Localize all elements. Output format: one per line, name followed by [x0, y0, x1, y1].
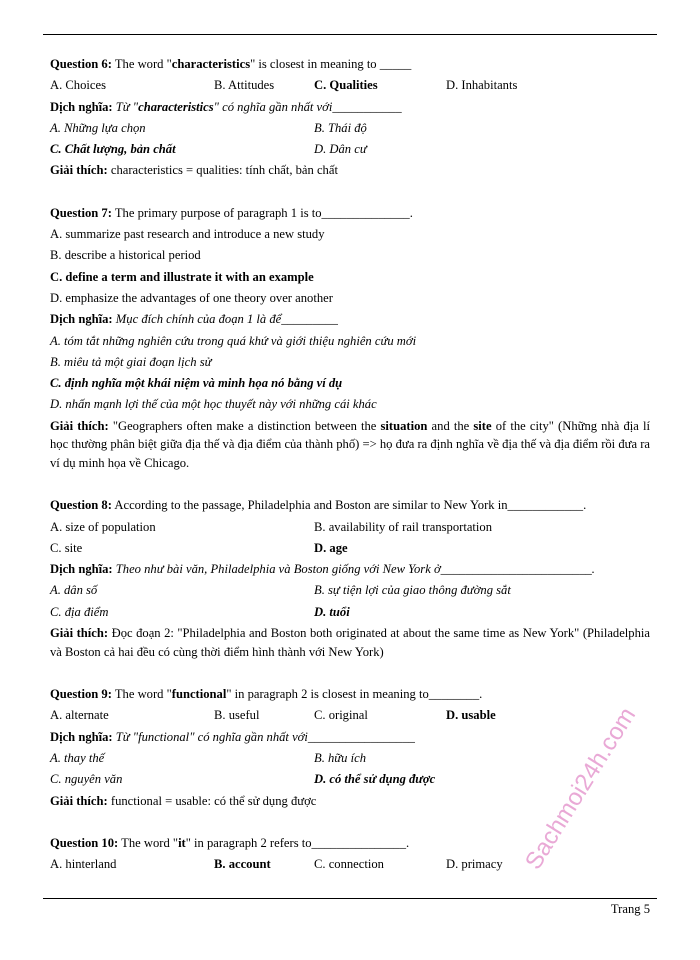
options-row: [50, 538, 650, 559]
question-text: " is closest in meaning to _____: [250, 57, 412, 71]
translated-option-c-answer: C. định nghĩa một khái niệm và minh họa nó bằng ví dụ: [50, 376, 343, 391]
option-c-answer: C. Qualities: [314, 78, 378, 93]
translated-option-a: A. dân số: [50, 583, 98, 598]
translated-option-b: B. sự tiện lợi của giao thông đường sắt: [314, 583, 511, 598]
translated-option-d-answer: D. tuổi: [314, 604, 350, 619]
translated-option-c: C. nguyên văn: [50, 772, 123, 787]
translation-line: [50, 97, 650, 118]
translation-text: Từ ": [112, 99, 139, 114]
translation-line: [50, 559, 650, 580]
explanation-text: and the: [427, 418, 474, 433]
footer-rule: [43, 898, 657, 899]
option-b: B. describe a historical period: [50, 248, 201, 263]
explanation-paragraph: [50, 416, 650, 475]
option-d: D. primacy: [446, 857, 503, 872]
explanation-paragraph: [50, 623, 650, 663]
translated-option-c-answer: C. Chất lượng, bản chất: [50, 142, 176, 157]
translated-options-row: [50, 118, 650, 139]
translation-label: Dịch nghĩa:: [50, 729, 113, 744]
translated-option-d: D. Dân cư: [314, 142, 367, 157]
question-text: The word ": [111, 687, 172, 702]
question-label: Question 9:: [50, 687, 112, 702]
question-text: " in paragraph 2 is closest in meaning to________.: [226, 687, 483, 702]
explanation-line: [50, 160, 650, 181]
option-d: D. Inhabitants: [446, 78, 518, 93]
question-keyword: it: [178, 835, 186, 850]
question-text: According to the passage, Philadelphia and Boston are similar to New York in____________.: [111, 498, 587, 513]
translation-text: Theo như bài văn, Philadelphia và Boston giống với New York ở________________________.: [112, 562, 595, 577]
question-label: Question 7:: [50, 205, 112, 220]
option-b-answer: B. account: [214, 857, 271, 872]
spacer: [50, 663, 650, 684]
translated-option-a: A. thay thế: [50, 750, 105, 765]
explanation-text: "Geographers often make a distinction between the: [108, 418, 381, 433]
question-label: Question 6:: [50, 57, 112, 71]
explanation-label: Giải thích:: [50, 793, 108, 808]
translated-option-a: A. tóm tắt những nghiên cứu trong quá khứ và giới thiệu nghiên cứu mới: [50, 333, 417, 348]
translation-text: " có nghĩa gần nhất với_________________: [189, 729, 415, 744]
question-text: The primary purpose of paragraph 1 is to______________.: [111, 205, 413, 220]
spacer: [50, 182, 650, 203]
options-row: [50, 517, 650, 538]
options-row: [50, 705, 650, 726]
explanation-keyword: situation: [380, 418, 428, 433]
option-d-answer: D. usable: [446, 708, 496, 723]
question-text: The word ": [111, 57, 172, 71]
option-a: A. hinterland: [50, 857, 117, 872]
translated-option-d-answer: D. có thể sử dụng được: [314, 772, 436, 787]
question-text: " in paragraph 2 refers to_______________.: [185, 835, 410, 850]
option-c: C. connection: [314, 857, 384, 872]
options-row: [50, 854, 650, 875]
spacer: [50, 474, 650, 495]
translation-line: [50, 727, 650, 748]
option-c-answer: C. define a term and illustrate it with an example: [50, 269, 314, 284]
option-b: B. useful: [214, 708, 260, 723]
translated-option-d: D. nhấn mạnh lợi thế của một học thuyết này với những cái khác: [50, 397, 377, 412]
options-row: [50, 75, 650, 96]
translation-text: " có nghĩa gần nhất với___________: [213, 99, 402, 114]
explanation-label: Giải thích:: [50, 418, 109, 433]
question-7: [50, 203, 650, 224]
explanation-text: Đọc đoạn 2: "Philadelphia and Boston both originated at about the same time as New York" (Philadelphia và Boston cả hai đều có cùng thời điểm hình thành với New York): [50, 626, 650, 659]
translated-option-b: B. hữu ích: [314, 750, 366, 765]
option-a: A. summarize past research and introduce a new study: [50, 227, 325, 242]
option-c: C. site: [50, 540, 83, 555]
page-number: Trang 5: [610, 902, 650, 916]
translated-options-row: [50, 769, 650, 790]
translated-options-row: [50, 580, 650, 601]
translated-option-a: A. Những lựa chọn: [50, 120, 146, 135]
translation-keyword: functional: [138, 729, 190, 744]
translation-line: [50, 309, 650, 330]
translation-label: Dịch nghĩa:: [50, 99, 113, 114]
question-keyword: functional: [171, 687, 227, 702]
question-8: [50, 495, 650, 516]
option-a: A. alternate: [50, 708, 109, 723]
translation-keyword: characteristics: [138, 99, 214, 114]
explanation-text: characteristics = qualities: tính chất, bản chất: [107, 163, 338, 178]
option-b: B. availability of rail transportation: [314, 519, 493, 534]
question-9: [50, 684, 650, 705]
question-keyword: characteristics: [171, 57, 251, 71]
option-a: A. Choices: [50, 78, 106, 93]
translation-label: Dịch nghĩa:: [50, 562, 113, 577]
question-text: The word ": [118, 835, 179, 850]
explanation-label: Giải thích:: [50, 163, 108, 178]
option-c: C. original: [314, 708, 368, 723]
explanation-text: functional = usable: có thể sử dụng được: [107, 793, 317, 808]
translated-options-row: [50, 139, 650, 160]
option-b: B. Attitudes: [214, 78, 275, 93]
watermark: Sachmoi24h.com: [520, 702, 642, 875]
translated-options-row: [50, 748, 650, 769]
question-6: [50, 54, 650, 75]
option-a: A. size of population: [50, 519, 156, 534]
question-label: Question 10:: [50, 835, 119, 850]
question-label: Question 8:: [50, 498, 112, 513]
translated-option-b: B. Thái độ: [314, 120, 367, 135]
explanation-label: Giải thích:: [50, 626, 109, 641]
explanation-keyword: site: [473, 418, 492, 433]
translated-option-b: B. miêu tả một giai đoạn lịch sử: [50, 354, 212, 369]
translation-text: Từ ": [112, 729, 139, 744]
option-d-answer: D. age: [314, 540, 348, 555]
translation-text: Mục đích chính của đoạn 1 là để_________: [112, 312, 338, 327]
translated-options-row: [50, 602, 650, 623]
option-d: D. emphasize the advantages of one theory over another: [50, 290, 333, 305]
translated-option-c: C. địa điểm: [50, 604, 109, 619]
header-rule: [43, 34, 657, 35]
translation-label: Dịch nghĩa:: [50, 312, 113, 327]
page-content: [50, 54, 650, 875]
explanation-text: of the city" (Những nhà địa lí học thường phân biệt giữa địa thế và địa điểm của thành phố) => họ đưa ra định nghĩa về địa thế và địa điểm rồi đưa ra ví dụ minh họa về Chicago.: [50, 418, 651, 470]
